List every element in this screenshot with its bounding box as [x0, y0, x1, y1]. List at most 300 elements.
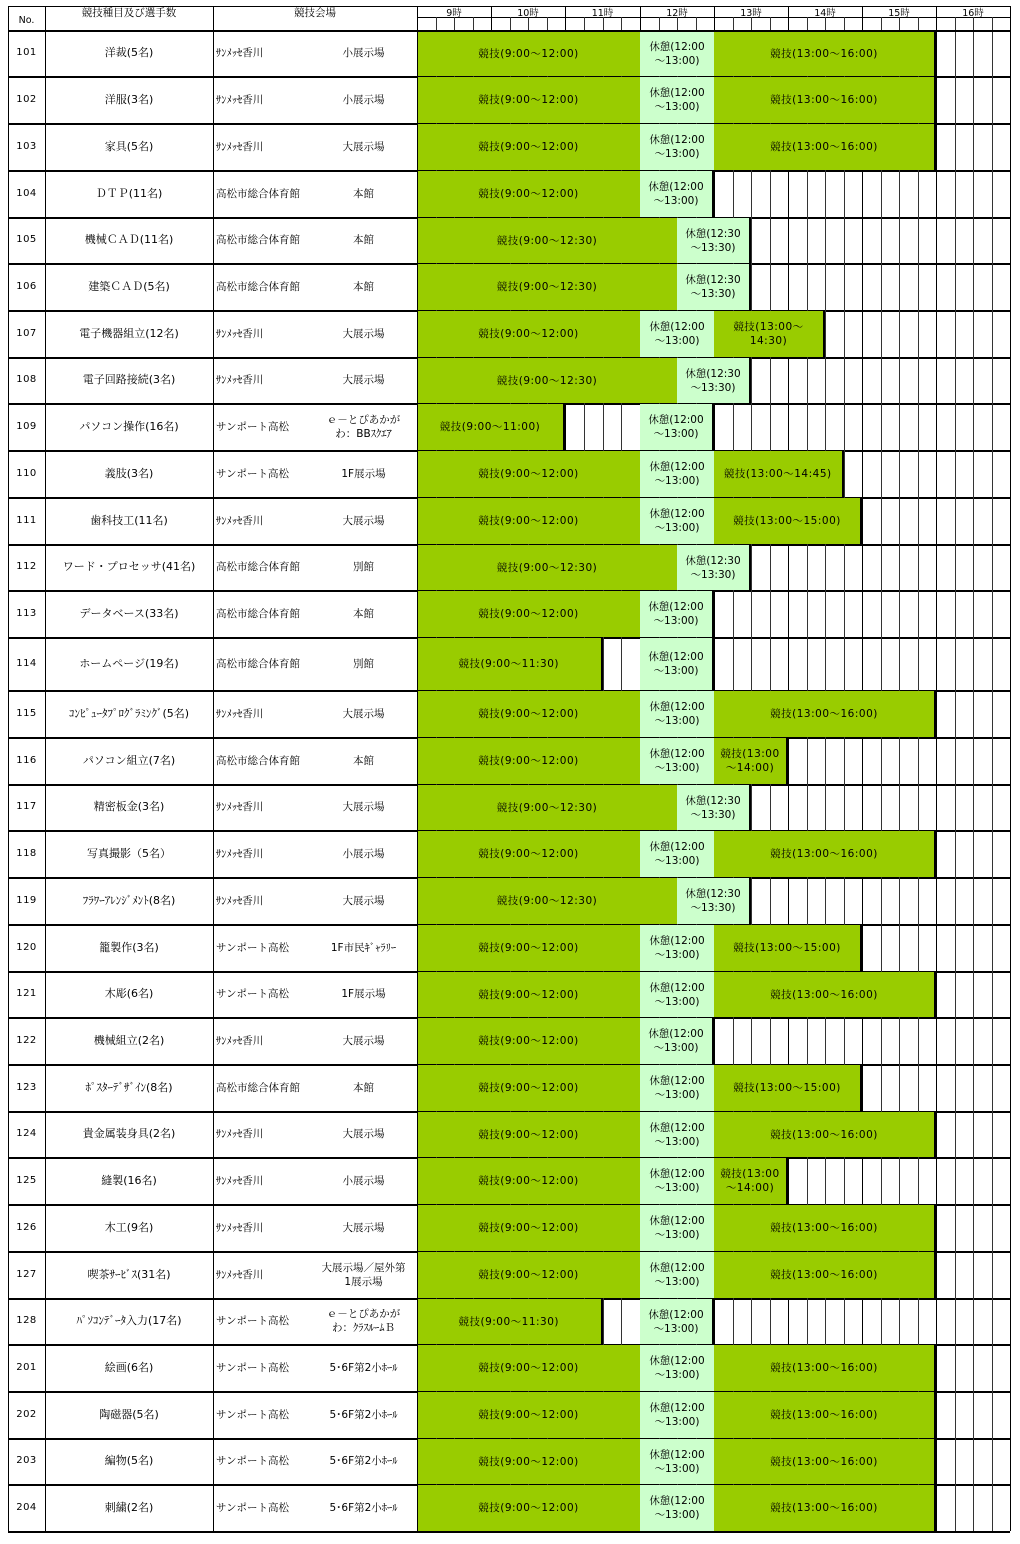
quarter-grid-line [844, 170, 845, 217]
quarter-grid-line [955, 1344, 956, 1391]
competition-block-am: 競技(9:00～12:00) [417, 1345, 640, 1391]
quarter-grid-line [751, 170, 752, 217]
quarter-grid-line [992, 1298, 993, 1344]
quarter-grid-line [881, 263, 882, 310]
hour-grid-line [788, 263, 789, 310]
quarter-grid-line [733, 590, 734, 637]
quarter-grid-line [992, 590, 993, 637]
quarter-grid-line [973, 450, 974, 497]
event-name: ﾎﾟｽﾀｰﾃﾞｻﾞｲﾝ(8名) [85, 1080, 173, 1094]
quarter-grid-line [973, 690, 974, 737]
rest-block: 休憩(12:00 ～13:00) [640, 1018, 714, 1064]
quarter-grid-line [973, 30, 974, 76]
venue-room: 小展示場 [342, 47, 385, 59]
quarter-grid-line [992, 76, 993, 123]
quarter-grid-line [899, 544, 900, 590]
competition-block-pm: 競技(13:00～14:45) [714, 451, 844, 497]
quarter-grid-line [584, 403, 585, 450]
quarter-grid-line [899, 924, 900, 971]
quarter-grid-line [881, 217, 882, 263]
competition-block-pm: 競技(13:00～16:00) [714, 1485, 936, 1531]
rest-block: 休憩(12:00 ～13:00) [640, 77, 714, 123]
rest-block: 休憩(12:00 ～13:00) [640, 1439, 714, 1484]
venue-site: 高松市総合体育館 [216, 657, 300, 670]
quarter-grid-line [973, 1391, 974, 1438]
hour-grid-line [936, 403, 937, 450]
event-name: ｺﾝﾋﾟｭｰﾀﾌﾟﾛｸﾞﾗﾐﾝｸﾞ(5名) [68, 706, 190, 720]
hour-grid-line [862, 590, 863, 637]
quarter-grid-line [770, 877, 771, 924]
quarter-grid-line [955, 1391, 956, 1438]
competition-block-am: 競技(9:00～12:00) [417, 1065, 640, 1111]
quarter-grid-line [955, 877, 956, 924]
hour-grid-line [862, 1298, 863, 1344]
event-name: 精密板金(3名) [93, 800, 165, 813]
quarter-grid-line [807, 1017, 808, 1064]
hour-grid-line [936, 830, 937, 877]
quarter-grid-line [770, 784, 771, 830]
competition-block-am: 競技(9:00～12:00) [417, 925, 640, 971]
quarter-grid-line [955, 1438, 956, 1484]
competition-block-pm: 競技(13:00～16:00) [714, 1439, 936, 1484]
quarter-grid-line [918, 497, 919, 544]
quarter-grid-line [955, 1017, 956, 1064]
venue-room: 5･6F第2小ﾎｰﾙ [329, 1361, 398, 1374]
hour-grid-line [936, 1064, 937, 1111]
event-name: 洋裁(5名) [104, 46, 154, 59]
quarter-grid-line [973, 403, 974, 450]
quarter-grid-line [992, 1484, 993, 1531]
quarter-grid-line [955, 170, 956, 217]
rest-block: 休憩(12:00 ～13:00) [640, 498, 714, 544]
quarter-grid-line [770, 263, 771, 310]
venue-site: 高松市総合体育館 [216, 280, 300, 293]
quarter-grid-line [825, 217, 826, 263]
competition-block-pm: 競技(13:00～16:00) [714, 1392, 936, 1438]
venue-room: 大展示場 [342, 514, 385, 527]
rest-block: 休憩(12:00 ～13:00) [640, 1065, 714, 1111]
hour-grid-line [936, 1484, 937, 1531]
quarter-grid-line [899, 1064, 900, 1111]
hour-grid-line [862, 544, 863, 590]
quarter-grid-line [955, 830, 956, 877]
hour-grid-line [936, 1017, 937, 1064]
quarter-grid-line [973, 637, 974, 690]
competition-block-am: 競技(9:00～12:30) [417, 785, 677, 830]
quarter-grid-line [992, 737, 993, 784]
quarter-grid-line [807, 1298, 808, 1344]
quarter-grid-line [992, 1017, 993, 1064]
quarter-grid-line [918, 357, 919, 403]
quarter-grid-line [992, 877, 993, 924]
competition-block-pm: 競技(13:00～16:00) [714, 1345, 936, 1391]
quarter-grid-line [955, 637, 956, 690]
quarter-grid-line [955, 1484, 956, 1531]
competition-block-am: 競技(9:00～12:30) [417, 545, 677, 590]
quarter-grid-line [881, 1017, 882, 1064]
venue-site: ｻﾝﾒｯｾ香川 [216, 707, 264, 720]
quarter-grid-line [918, 544, 919, 590]
event-name: 陶磁器(5名) [99, 1407, 159, 1421]
quarter-grid-line [844, 544, 845, 590]
row-number: 202 [16, 1408, 37, 1420]
competition-block-pm: 競技(13:00～16:00) [714, 972, 936, 1017]
quarter-grid-line [992, 1344, 993, 1391]
competition-block-pm: 競技(13:00～16:00) [714, 124, 936, 170]
venue-site: サンポート高松 [216, 1361, 289, 1374]
hour-grid-line [936, 263, 937, 310]
hour-grid-line [936, 637, 937, 690]
venue-room: 別館 [353, 657, 374, 670]
venue-site: 高松市総合体育館 [216, 607, 300, 620]
row-number: 102 [16, 93, 37, 105]
header-hour-label: 13時 [740, 8, 762, 19]
hour-grid-line [862, 217, 863, 263]
quarter-grid-line [844, 1157, 845, 1204]
quarter-grid-line [807, 170, 808, 217]
event-name: 木工(9名) [104, 1220, 154, 1234]
venue-room: 小展示場 [342, 93, 385, 106]
quarter-grid-line [770, 217, 771, 263]
hour-grid-line [936, 590, 937, 637]
header-quarter-tick [918, 17, 919, 30]
hour-grid-line [936, 924, 937, 971]
competition-block-pm: 競技(13:00 ～14:00) [714, 738, 788, 784]
quarter-grid-line [825, 1298, 826, 1344]
quarter-grid-line [881, 924, 882, 971]
hour-grid-line [788, 357, 789, 403]
row-divider [8, 1531, 1010, 1533]
venue-room: 本館 [353, 607, 374, 620]
quarter-grid-line [973, 1438, 974, 1484]
column-divider [213, 6, 214, 1531]
quarter-grid-line [881, 877, 882, 924]
competition-block-am: 競技(9:00～12:00) [417, 1112, 640, 1157]
quarter-grid-line [955, 1157, 956, 1204]
competition-block-am: 競技(9:00～12:00) [417, 691, 640, 737]
header-quarter-tick [510, 17, 511, 30]
row-number: 117 [16, 801, 37, 812]
row-number: 107 [16, 327, 37, 339]
venue-site: ｻﾝﾒｯｾ香川 [216, 1034, 264, 1047]
hour-grid-line [714, 1017, 715, 1064]
venue-room: 5･6F第2小ﾎｰﾙ [329, 1501, 398, 1514]
quarter-grid-line [918, 217, 919, 263]
venue-site: ｻﾝﾒｯｾ香川 [216, 327, 264, 340]
rest-block: 休憩(12:00 ～13:00) [640, 31, 714, 76]
quarter-grid-line [992, 1111, 993, 1157]
row-number: 123 [16, 1081, 37, 1093]
hour-grid-line [936, 1111, 937, 1157]
quarter-grid-line [973, 590, 974, 637]
competition-block-am: 競技(9:00～12:00) [417, 1018, 640, 1064]
competition-block-am: 競技(9:00～12:00) [417, 31, 640, 76]
quarter-grid-line [825, 877, 826, 924]
quarter-grid-line [807, 544, 808, 590]
quarter-grid-line [844, 310, 845, 357]
hour-grid-line [936, 544, 937, 590]
header-quarter-tick [677, 17, 678, 30]
hour-grid-line [936, 877, 937, 924]
quarter-grid-line [918, 784, 919, 830]
competition-block-pm: 競技(13:00～15:00) [714, 498, 862, 544]
row-number: 126 [16, 1221, 37, 1233]
quarter-grid-line [973, 123, 974, 170]
quarter-grid-line [751, 403, 752, 450]
venue-room: 大展示場 [342, 327, 385, 340]
hour-grid-line [862, 170, 863, 217]
venue-site: ｻﾝﾒｯｾ香川 [216, 140, 264, 153]
quarter-grid-line [955, 1111, 956, 1157]
quarter-grid-line [844, 637, 845, 690]
table-top-border [8, 6, 1010, 7]
event-name: パソコン組立(7名) [82, 753, 176, 767]
rest-block: 休憩(12:00 ～13:00) [640, 1485, 714, 1531]
quarter-grid-line [973, 217, 974, 263]
venue-room: 大展示場 [342, 707, 385, 720]
venue-room: 本館 [353, 754, 374, 767]
row-number: 111 [16, 514, 37, 526]
quarter-grid-line [603, 637, 604, 690]
quarter-grid-line [992, 403, 993, 450]
event-name: ﾌﾗﾜｰｱﾚﾝｼﾞﾒﾝﾄ(8名) [82, 893, 176, 907]
event-name: 機械ＣＡＤ(11名) [84, 233, 174, 246]
rest-block: 休憩(12:00 ～13:00) [640, 1345, 714, 1391]
venue-site: ｻﾝﾒｯｾ香川 [216, 514, 264, 527]
quarter-grid-line [751, 544, 752, 590]
hour-grid-line [714, 637, 715, 690]
quarter-grid-line [992, 690, 993, 737]
rest-block: 休憩(12:30 ～13:30) [677, 218, 751, 263]
header-quarter-tick [547, 17, 548, 30]
quarter-grid-line [899, 450, 900, 497]
header-hour-label: 9時 [446, 8, 462, 19]
rest-block: 休憩(12:30 ～13:30) [677, 785, 751, 830]
hour-grid-line [788, 737, 789, 784]
header-quarter-tick [733, 17, 734, 30]
header-quarter-tick [825, 17, 826, 30]
row-number: 108 [16, 374, 37, 385]
header-quarter-tick [751, 17, 752, 30]
quarter-grid-line [807, 357, 808, 403]
quarter-grid-line [955, 737, 956, 784]
hour-grid-line [788, 590, 789, 637]
venue-room: 1F展示場 [341, 988, 386, 1000]
rest-block: 休憩(12:00 ～13:00) [640, 1252, 714, 1298]
quarter-grid-line [751, 784, 752, 830]
quarter-grid-line [918, 1017, 919, 1064]
competition-block-pm: 競技(13:00～16:00) [714, 1252, 936, 1298]
venue-room: 1F市民ｷﾞｬﾗﾘｰ [330, 941, 397, 954]
quarter-grid-line [825, 310, 826, 357]
quarter-grid-line [992, 924, 993, 971]
quarter-grid-line [899, 784, 900, 830]
quarter-grid-line [881, 497, 882, 544]
quarter-grid-line [881, 1298, 882, 1344]
quarter-grid-line [844, 737, 845, 784]
hour-grid-line [862, 637, 863, 690]
hour-grid-line [714, 403, 715, 450]
venue-site: サンポート高松 [216, 1455, 289, 1467]
quarter-grid-line [881, 1157, 882, 1204]
rest-block: 休憩(12:00 ～13:00) [640, 124, 714, 170]
quarter-grid-line [807, 737, 808, 784]
quarter-grid-line [992, 830, 993, 877]
quarter-grid-line [881, 450, 882, 497]
quarter-grid-line [992, 784, 993, 830]
quarter-grid-line [733, 1298, 734, 1344]
venue-room: ｅ－とぴあかが わ：BBｽｸｴｱ [326, 413, 401, 440]
row-number: 114 [16, 657, 37, 669]
quarter-grid-line [844, 263, 845, 310]
rest-block: 休憩(12:00 ～13:00) [640, 925, 714, 971]
event-name: 籠製作(3名) [99, 940, 159, 954]
row-number: 119 [16, 894, 37, 906]
venue-site: 高松市総合体育館 [216, 187, 300, 200]
row-number: 120 [16, 941, 37, 953]
header-quarter-tick [955, 17, 956, 30]
venue-site: ｻﾝﾒｯｾ香川 [216, 1174, 264, 1187]
quarter-grid-line [955, 590, 956, 637]
quarter-grid-line [881, 403, 882, 450]
competition-block-am: 競技(9:00～12:00) [417, 1439, 640, 1484]
competition-block-am: 競技(9:00～12:00) [417, 831, 640, 877]
header-quarter-tick [528, 17, 529, 30]
competition-block-am: 競技(9:00～12:30) [417, 878, 677, 924]
quarter-grid-line [992, 263, 993, 310]
header-hour-divider [862, 6, 863, 30]
event-name: 写真撮影（5名） [87, 846, 171, 860]
hour-grid-line [862, 263, 863, 310]
quarter-grid-line [751, 637, 752, 690]
row-number: 118 [16, 847, 37, 859]
competition-block-am: 競技(9:00～12:00) [417, 311, 640, 357]
event-name: 電子回路接続(3名) [82, 373, 176, 386]
quarter-grid-line [825, 637, 826, 690]
quarter-grid-line [973, 830, 974, 877]
quarter-grid-line [955, 1251, 956, 1298]
venue-site: ｻﾝﾒｯｾ香川 [216, 47, 264, 59]
quarter-grid-line [770, 1017, 771, 1064]
quarter-grid-line [881, 170, 882, 217]
competition-block-am: 競技(9:00～12:00) [417, 1392, 640, 1438]
competition-block-am: 競技(9:00～12:00) [417, 124, 640, 170]
competition-block-pm: 競技(13:00 ～14:00) [714, 1158, 788, 1204]
quarter-grid-line [955, 357, 956, 403]
quarter-grid-line [918, 1064, 919, 1111]
venue-room: 1F展示場 [341, 467, 386, 480]
header-hour-label: 10時 [517, 8, 539, 19]
row-number: 124 [16, 1128, 37, 1139]
quarter-grid-line [899, 403, 900, 450]
quarter-grid-line [955, 123, 956, 170]
competition-block-am: 競技(9:00～12:00) [417, 171, 640, 217]
hour-grid-line [714, 590, 715, 637]
event-name: 歯科技工(11名) [90, 513, 168, 527]
quarter-grid-line [770, 357, 771, 403]
quarter-grid-line [807, 784, 808, 830]
event-name: 刺繍(2名) [104, 1500, 154, 1514]
quarter-grid-line [955, 544, 956, 590]
event-name: 縫製(16名) [101, 1173, 157, 1187]
quarter-grid-line [955, 497, 956, 544]
event-name: データベース(33名) [79, 606, 179, 620]
header-quarter-tick [770, 17, 771, 30]
venue-room: 本館 [353, 234, 374, 246]
quarter-grid-line [992, 1157, 993, 1204]
hour-grid-line [936, 123, 937, 170]
competition-block-am: 競技(9:00～11:00) [417, 404, 565, 450]
quarter-grid-line [918, 590, 919, 637]
competition-block-am: 競技(9:00～12:00) [417, 1158, 640, 1204]
quarter-grid-line [899, 217, 900, 263]
hour-grid-line [862, 924, 863, 971]
venue-site: ｻﾝﾒｯｾ香川 [216, 801, 264, 813]
quarter-grid-line [918, 263, 919, 310]
competition-block-am: 競技(9:00～11:30) [417, 638, 603, 690]
hour-grid-line [788, 1298, 789, 1344]
event-name: 編物(5名) [104, 1454, 154, 1467]
rest-block: 休憩(12:30 ～13:30) [677, 264, 751, 310]
rest-block: 休憩(12:00 ～13:00) [640, 738, 714, 784]
competition-block-am: 競技(9:00～12:00) [417, 498, 640, 544]
quarter-grid-line [844, 784, 845, 830]
hour-grid-line [936, 450, 937, 497]
header-quarter-tick [973, 17, 974, 30]
rest-block: 休憩(12:30 ～13:30) [677, 545, 751, 590]
hour-grid-line [936, 1251, 937, 1298]
quarter-grid-line [899, 877, 900, 924]
hour-grid-line [788, 403, 789, 450]
header-hour-divider [491, 6, 492, 30]
header-hour-divider [640, 6, 641, 30]
competition-block-pm: 競技(13:00～15:00) [714, 925, 862, 971]
quarter-grid-line [973, 497, 974, 544]
quarter-grid-line [973, 1484, 974, 1531]
row-number: 128 [16, 1315, 37, 1326]
quarter-grid-line [881, 357, 882, 403]
quarter-grid-line [751, 1017, 752, 1064]
event-name: 電子機器組立(12名) [79, 326, 179, 340]
event-name: 喫茶ｻｰﾋﾞｽ(31名) [87, 1267, 171, 1281]
quarter-grid-line [955, 784, 956, 830]
quarter-grid-line [881, 637, 882, 690]
hour-grid-line [936, 737, 937, 784]
quarter-grid-line [918, 877, 919, 924]
header-quarter-tick [807, 17, 808, 30]
quarter-grid-line [899, 497, 900, 544]
quarter-grid-line [992, 450, 993, 497]
venue-room: 大展示場 [342, 374, 385, 386]
quarter-grid-line [973, 1064, 974, 1111]
header-quarter-tick [621, 17, 622, 30]
quarter-grid-line [825, 263, 826, 310]
quarter-grid-line [807, 403, 808, 450]
row-number: 125 [16, 1174, 37, 1186]
quarter-grid-line [881, 310, 882, 357]
quarter-grid-line [955, 971, 956, 1017]
event-name: 義肢(3名) [104, 466, 154, 480]
quarter-grid-line [844, 217, 845, 263]
hour-grid-line [936, 217, 937, 263]
venue-site: ｻﾝﾒｯｾ香川 [216, 93, 264, 106]
header-hour-divider [788, 6, 789, 30]
hour-grid-line [862, 784, 863, 830]
quarter-grid-line [825, 1157, 826, 1204]
competition-block-pm: 競技(13:00～15:00) [714, 1065, 862, 1111]
quarter-grid-line [973, 1204, 974, 1251]
venue-room: 大展示場 [342, 1221, 385, 1234]
